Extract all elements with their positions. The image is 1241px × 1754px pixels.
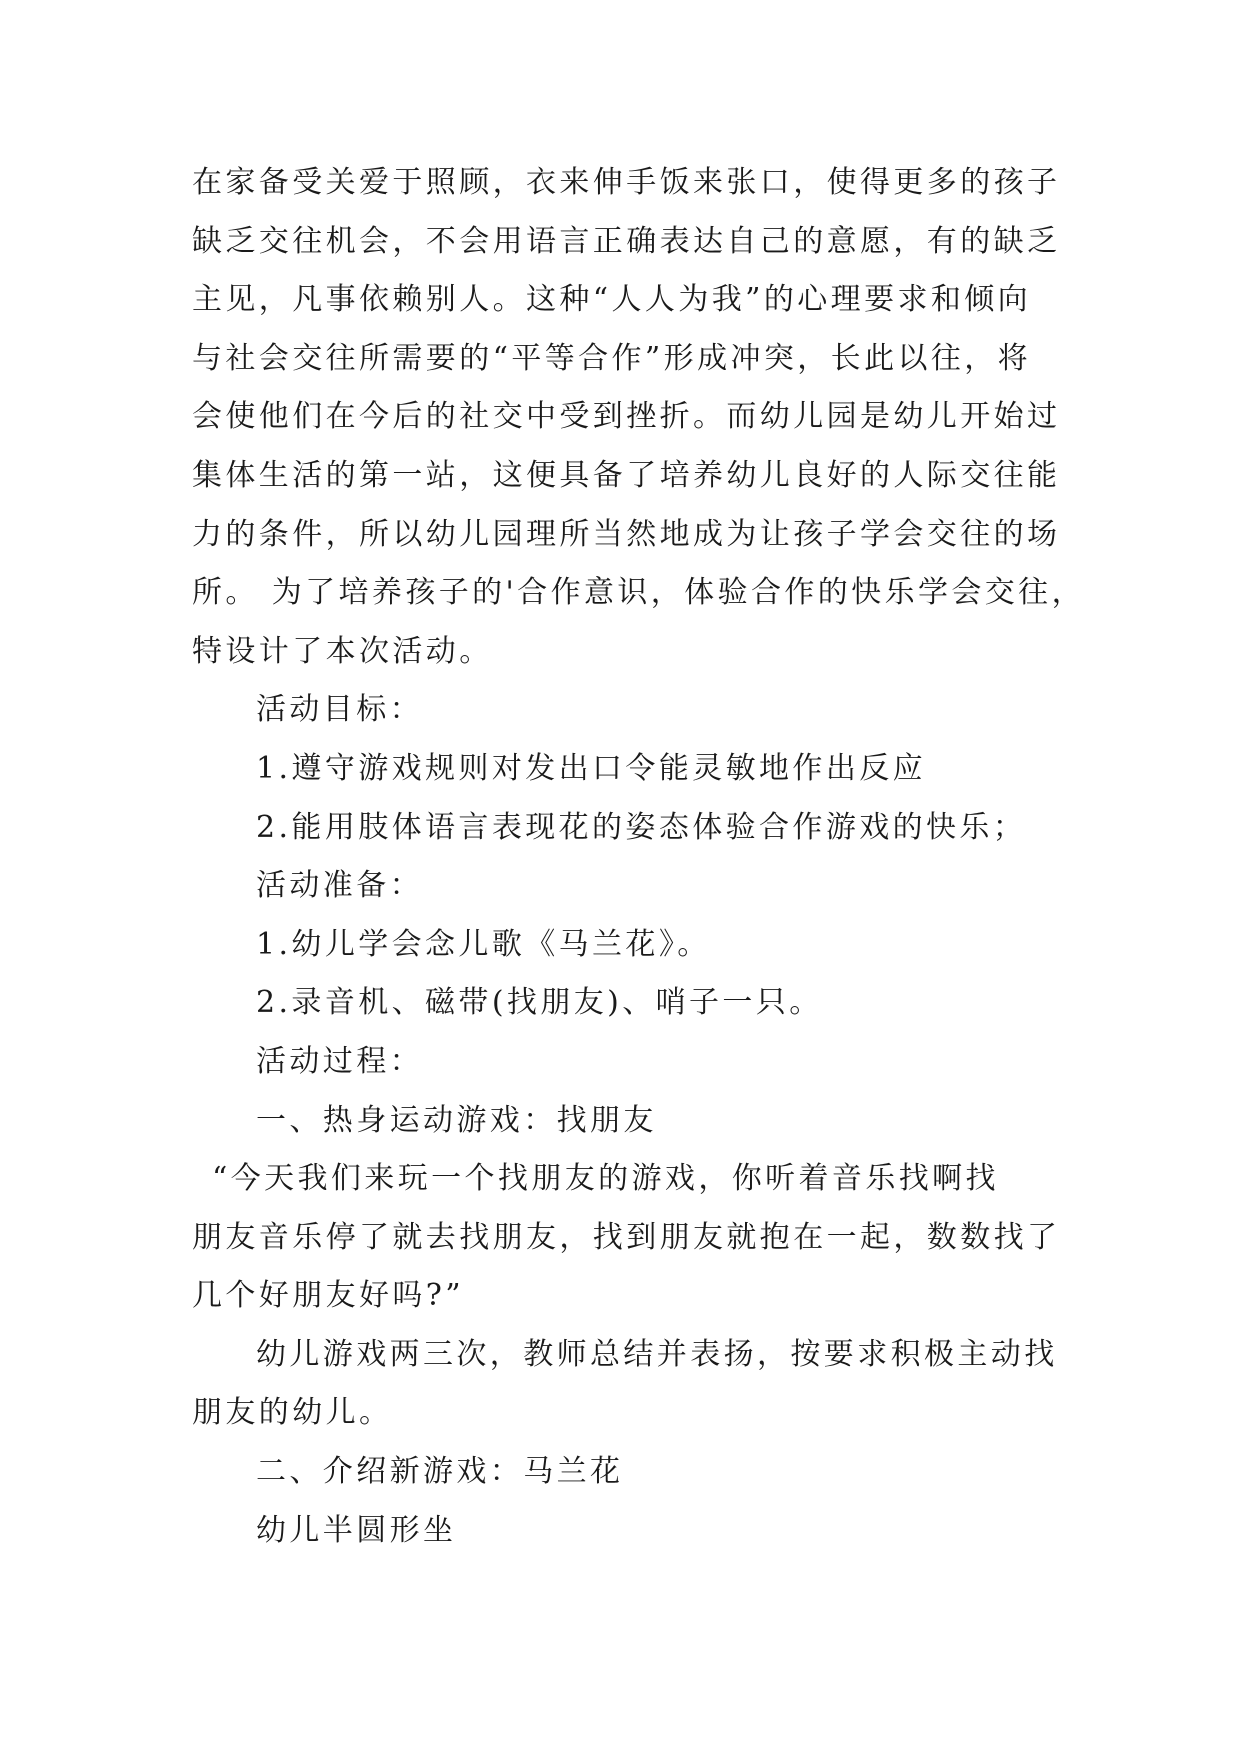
subsection-heading: 二、介绍新游戏：马兰花: [256, 1454, 624, 1490]
text-line: 会使他们在今后的社交中受到挫折。而幼儿园是幼儿开始过: [192, 399, 1061, 435]
section-heading: 活动准备：: [256, 868, 423, 904]
subsection-heading: 一、热身运动游戏：找朋友: [256, 1102, 657, 1138]
list-item: 2.录音机、磁带(找朋友)、哨子一只。: [256, 985, 823, 1021]
text-line: 与社会交往所需要的“平等合作”形成冲突，长此以往，将: [192, 340, 1032, 376]
text-line: 缺乏交往机会，不会用语言正确表达自己的意愿，有的缺乏: [192, 223, 1061, 259]
text-line: 在家备受关爱于照顾，衣来伸手饭来张口，使得更多的孩子: [192, 165, 1061, 200]
text-line: 特设计了本次活动。: [192, 633, 493, 669]
text-line: “今天我们来玩一个找朋友的游戏，你听着音乐找啊找: [212, 1161, 999, 1197]
section-heading: 活动目标：: [256, 692, 423, 728]
text-line: 朋友音乐停了就去找朋友，找到朋友就抱在一起，数数找了: [192, 1219, 1061, 1255]
list-item: 2.能用肢体语言表现花的姿态体验合作游戏的快乐；: [256, 809, 1027, 845]
text-line: 力的条件，所以幼儿园理所当然地成为让孩子学会交往的场: [192, 516, 1061, 552]
text-line: 幼儿半圆形坐: [256, 1512, 457, 1548]
text-line: 所。 为了培养孩子的'合作意识，体验合作的快乐学会交往，: [192, 575, 1085, 611]
text-line: 主见，凡事依赖别人。这种“人人为我”的心理要求和倾向: [192, 282, 1032, 318]
text-line: 集体生活的第一站，这便具备了培养幼儿良好的人际交往能: [192, 457, 1061, 493]
text-line: 幼儿游戏两三次，教师总结并表扬，按要求积极主动找: [256, 1336, 1058, 1372]
document-body: [192, 154, 1085, 1560]
list-item: 1.遵守游戏规则对发出口令能灵敏地作出反应: [256, 750, 927, 786]
list-item: 1.幼儿学会念儿歌《马兰花》。: [256, 926, 711, 962]
text-line: 朋友的幼儿。: [192, 1395, 393, 1431]
text-line: 几个好朋友好吗?”: [192, 1278, 465, 1314]
section-heading: 活动过程：: [256, 1043, 423, 1079]
